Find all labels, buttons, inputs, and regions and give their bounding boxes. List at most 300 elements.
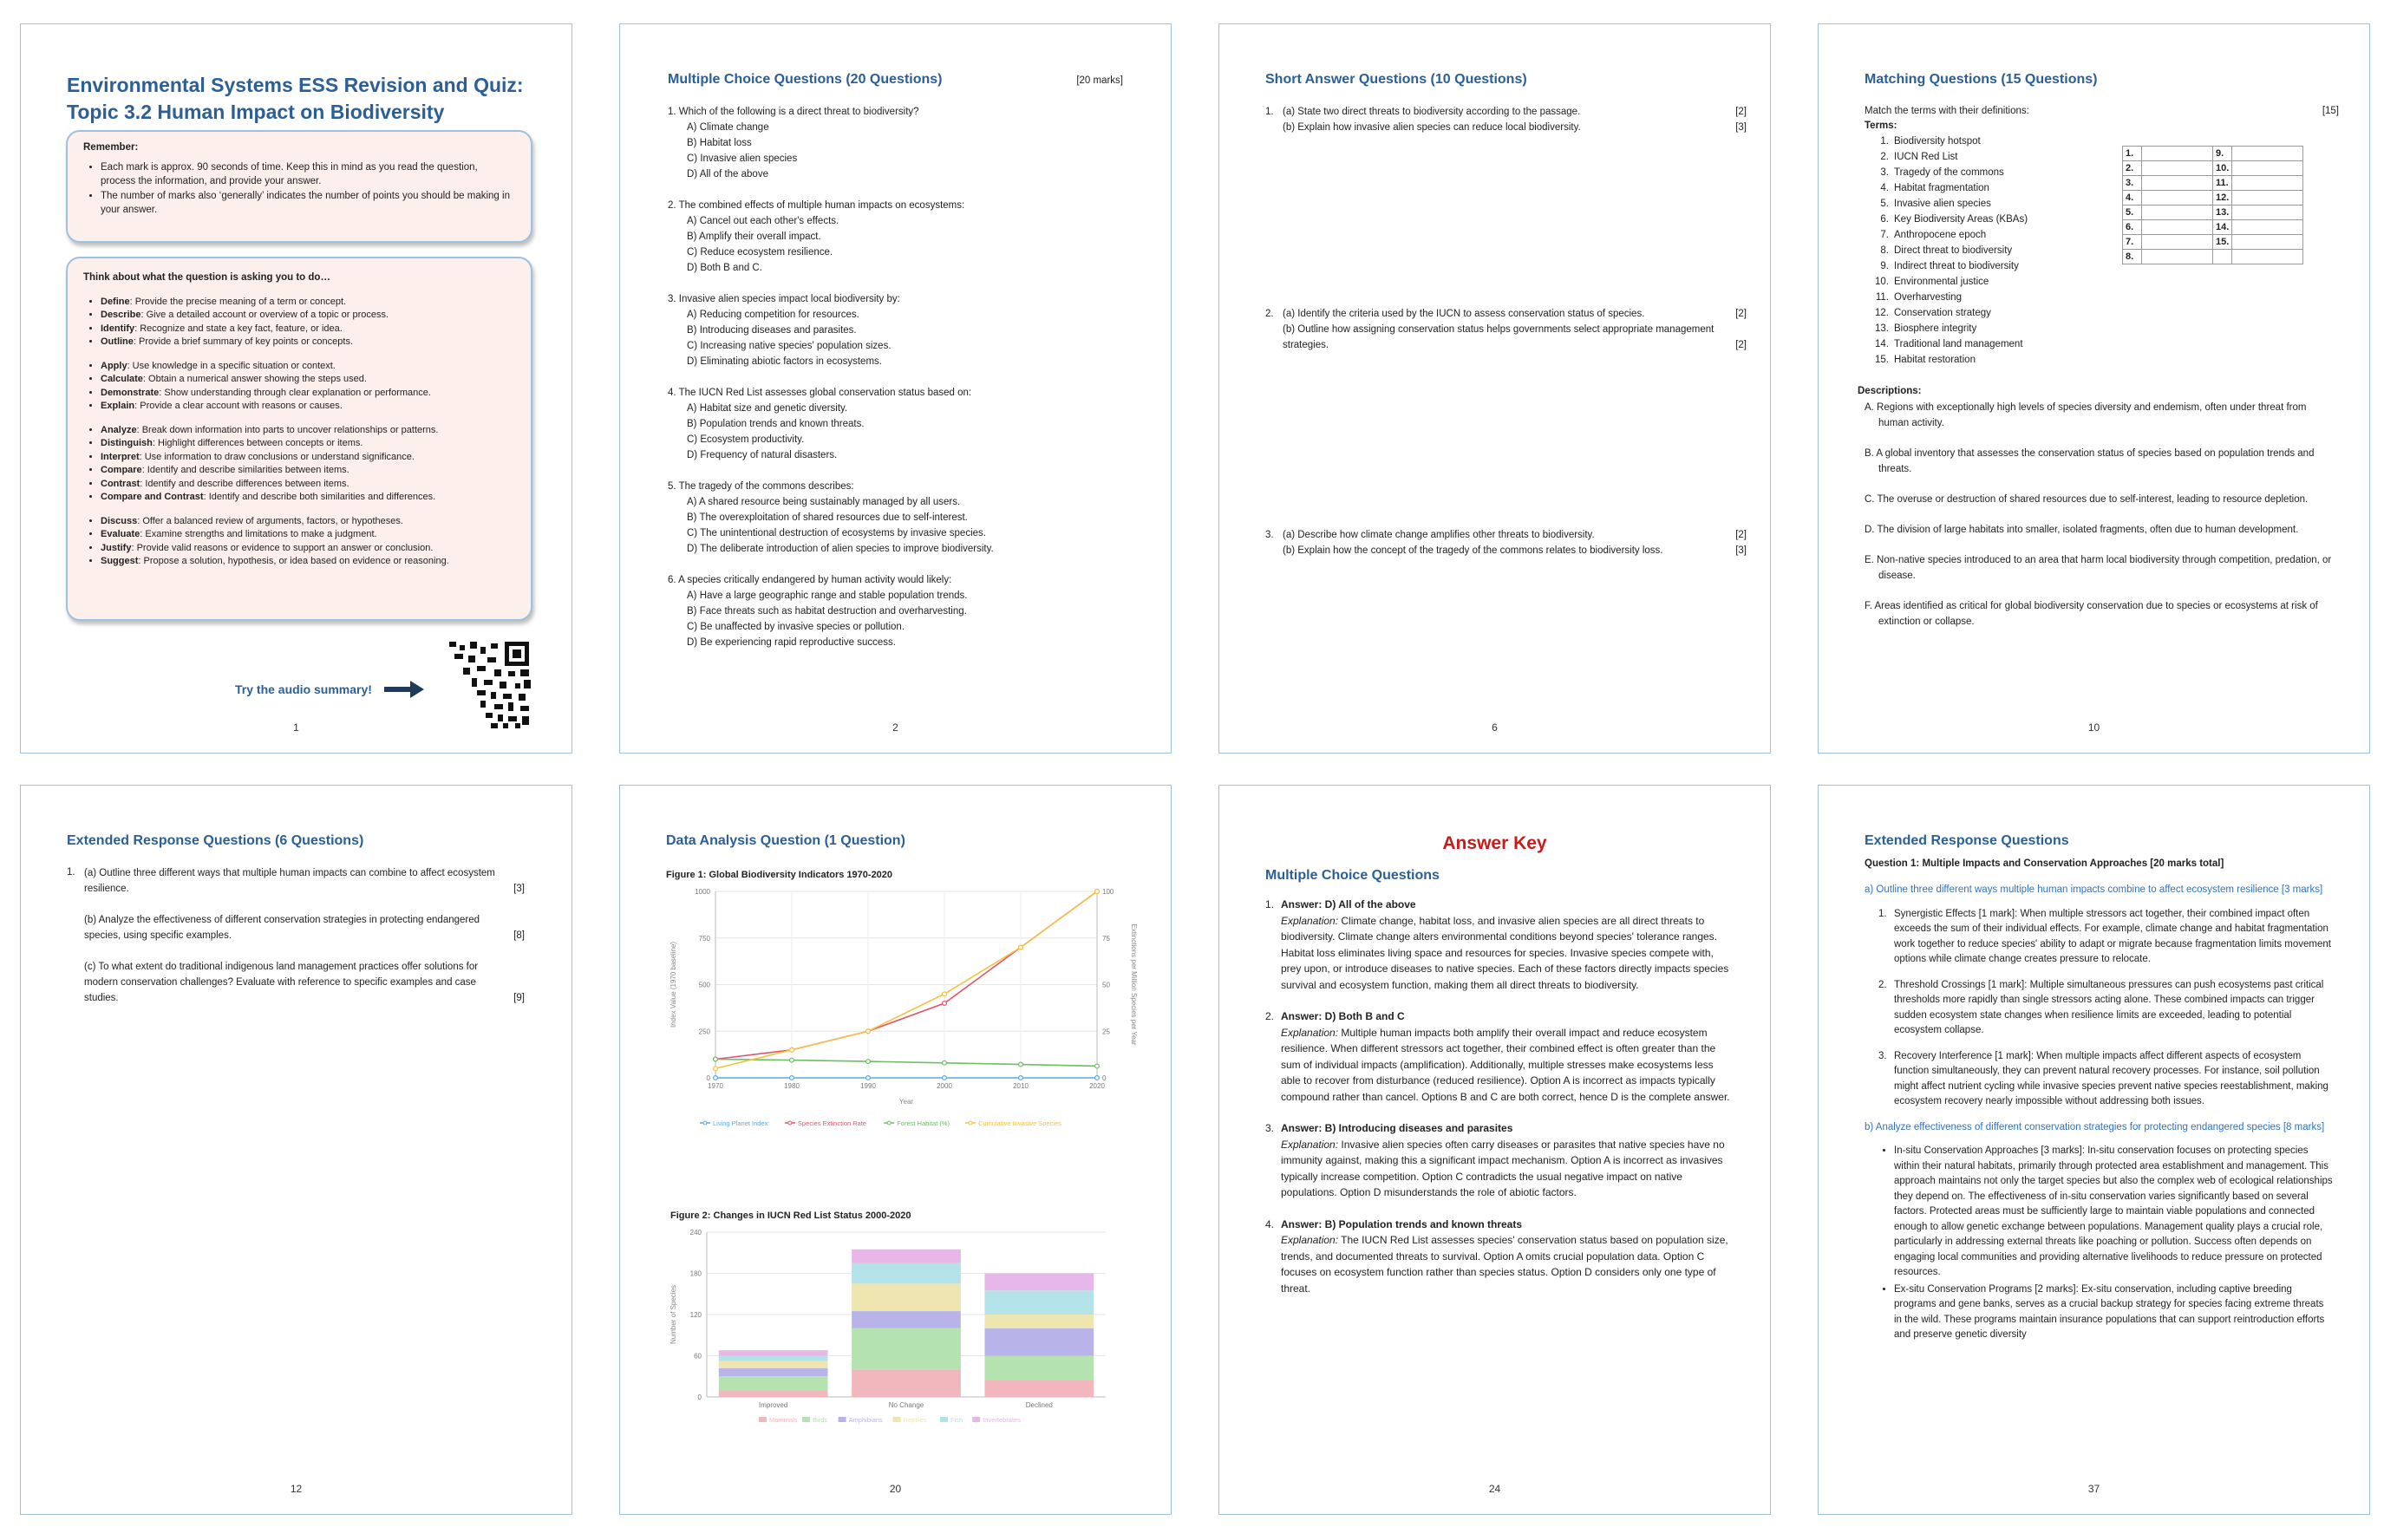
part-a bbox=[1283, 306, 1747, 322]
explanation-text: Invasive alien species often carry diseases or parasites that native species have no immunity against, making this a significant impact mechanism. Option A is incorrect as invasives typically increase competition. Option C contradicts the usual negative impact on native populations. Option D misunderstands the role of abiotic factors. bbox=[1281, 1138, 1725, 1198]
description-item: A. Regions with exceptionally high levels of species diversity and endemism, often under threat from human activity. bbox=[1865, 402, 2307, 428]
y-tick-label: 180 bbox=[689, 1269, 702, 1278]
remember-box bbox=[66, 130, 532, 243]
mcq-option[interactable]: B) Population trends and known threats. bbox=[687, 419, 865, 429]
legend-entry bbox=[839, 1416, 883, 1424]
bar-segment bbox=[984, 1380, 1094, 1397]
short-answer-question bbox=[1265, 306, 1747, 353]
part-b-points bbox=[1865, 1144, 2333, 1343]
point-heading: Threshold Crossings [1 mark] bbox=[1894, 979, 2025, 990]
data-point bbox=[790, 1047, 794, 1052]
answer-heading: Answer: B) Introducing diseases and parasites bbox=[1281, 1122, 1513, 1134]
section-title: Short Answer Questions (10 Questions) bbox=[1265, 72, 1527, 87]
part-a-text: (a) Describe how climate change amplifies other threats to biodiversity. bbox=[1283, 530, 1595, 540]
answer-item bbox=[1265, 897, 1734, 993]
page-20 bbox=[619, 785, 1172, 1515]
answer-cell[interactable] bbox=[2142, 176, 2213, 191]
command-term-definition: : Provide a clear account with reasons or causes. bbox=[134, 401, 343, 411]
description-list bbox=[1865, 400, 2337, 644]
legend-swatch bbox=[759, 1417, 767, 1422]
point-heading: Synergistic Effects [1 mark] bbox=[1894, 908, 2015, 919]
command-term-word: Evaluate bbox=[101, 529, 140, 539]
bar-segment bbox=[852, 1328, 961, 1370]
page-1 bbox=[20, 23, 572, 754]
command-term-definition: : Provide valid reasons or evidence to support an answer or conclusion. bbox=[131, 542, 434, 553]
y-tick-label: 500 bbox=[698, 981, 710, 989]
mcq-option[interactable]: B) Introducing diseases and parasites. bbox=[687, 325, 857, 336]
data-point bbox=[943, 992, 947, 996]
description-item: F. Areas identified as critical for global biodiversity conservation due to species or ecosystems at risk of extinction or collapse. bbox=[1865, 601, 2318, 627]
answer-cell[interactable] bbox=[2232, 176, 2303, 191]
command-term-word: Suggest bbox=[101, 556, 139, 566]
question-number: 3. bbox=[1265, 530, 1274, 540]
command-term-definition: : Identify and describe similarities between items. bbox=[141, 465, 349, 475]
legend-label: Living Planet Index bbox=[713, 1119, 768, 1127]
mcq-option[interactable]: B) Amplify their overall impact. bbox=[687, 232, 821, 242]
question-heading: Question 1: Multiple Impacts and Conservation Approaches [20 marks total] bbox=[1865, 858, 2224, 869]
mcq-option[interactable]: C) Be unaffected by invasive species or pollution. bbox=[687, 622, 905, 632]
command-term bbox=[101, 387, 515, 401]
answer-explanation bbox=[1281, 913, 1734, 994]
command-term-group bbox=[83, 360, 515, 414]
data-point bbox=[714, 1067, 718, 1071]
part-a-text: (a) Identify the criteria used by the IUCN to assess conservation status of species. bbox=[1283, 309, 1645, 319]
mcq-stem: 5. The tragedy of the commons describes: bbox=[668, 481, 854, 492]
answer-cell[interactable] bbox=[2232, 250, 2303, 264]
legend-label: Fish bbox=[950, 1416, 963, 1424]
term-number: 7. bbox=[1880, 230, 1889, 240]
mcq-option[interactable]: C) Invasive alien species bbox=[687, 153, 798, 164]
mcq-stem: 4. The IUCN Red List assesses global conservation status based on: bbox=[668, 388, 972, 398]
answer-cell[interactable] bbox=[2142, 161, 2213, 176]
x-tick-label: No Change bbox=[888, 1401, 924, 1409]
mcq-question bbox=[668, 385, 1127, 463]
section-title: Matching Questions (15 Questions) bbox=[1865, 72, 2098, 87]
command-term bbox=[101, 542, 515, 556]
command-term-definition: : Obtain a numerical answer showing the steps used. bbox=[142, 374, 367, 384]
point-text: : In-situ conservation focuses on protecting species within their natural habitats, primarily through protected area establishment and management. This approach maintains not only the target species but also the complex web of ecological relationships they depend on. The effectiveness of in-situ conservation varies significantly based on several factors. Protected areas must be sufficiently large to maintain viable populations and connected enough to allow genetic exchange between populations. Management quality plays a crucial role, particularly in addressing external threats like poaching or pollution. Success often depends on engaging local communities and providing alternative livelihoods to reduce pressure on protected resources. bbox=[1894, 1145, 2333, 1277]
command-term-word: Interpret bbox=[101, 451, 140, 462]
legend-swatch bbox=[839, 1417, 846, 1422]
data-point bbox=[943, 1076, 947, 1080]
answer-cell[interactable] bbox=[2232, 206, 2303, 220]
answer-cell[interactable] bbox=[2232, 191, 2303, 206]
page-24 bbox=[1218, 785, 1771, 1515]
part-a-points bbox=[1865, 907, 2333, 1110]
command-term-definition: : Use knowledge in a specific situation or context. bbox=[127, 360, 336, 371]
mcq-option[interactable]: A) Habitat size and genetic diversity. bbox=[687, 403, 848, 414]
grid-number: 9. bbox=[2213, 147, 2232, 161]
data-point bbox=[1095, 1076, 1100, 1080]
y2-tick-label: 0 bbox=[1102, 1074, 1107, 1082]
grid-number: 13. bbox=[2213, 206, 2232, 220]
part-b-marks: [2] bbox=[1735, 340, 1747, 350]
term-item bbox=[1865, 258, 2142, 274]
part-b-marks: [3] bbox=[1735, 545, 1747, 556]
command-term-word: Demonstrate bbox=[101, 387, 160, 398]
answer-cell[interactable] bbox=[2142, 147, 2213, 161]
command-term-word: Compare and Contrast bbox=[101, 492, 204, 502]
grid-row bbox=[2123, 250, 2303, 264]
grid-number: 6. bbox=[2123, 220, 2142, 235]
term-item bbox=[1865, 180, 2142, 196]
answer-cell[interactable] bbox=[2142, 235, 2213, 250]
data-point bbox=[943, 1060, 947, 1065]
term-number: 3. bbox=[1880, 167, 1889, 178]
short-answer-question bbox=[1265, 527, 1747, 558]
mcq-option[interactable]: D) Frequency of natural disasters. bbox=[687, 450, 838, 460]
legend-entry bbox=[700, 1119, 768, 1127]
command-term-group bbox=[83, 424, 515, 505]
command-term-word: Outline bbox=[101, 336, 134, 347]
command-term bbox=[101, 515, 515, 529]
answer-number: 4. bbox=[1265, 1217, 1275, 1230]
command-term-word: Discuss bbox=[101, 515, 138, 526]
answer-cell[interactable] bbox=[2142, 206, 2213, 220]
answer-cell[interactable] bbox=[2232, 220, 2303, 235]
mcq-option[interactable]: D) Eliminating abiotic factors in ecosystems. bbox=[687, 356, 882, 367]
question-number: 1. bbox=[1265, 107, 1274, 117]
command-term-word: Contrast bbox=[101, 478, 140, 489]
point-text: : Multiple simultaneous pressures can push ecosystems past critical thresholds more rapidly than single stressors acting alone. These combined impacts can trigger sudden ecosystem state changes when resilience limits are exceeded, leading to potential ecosystem collapse. bbox=[1894, 979, 2324, 1035]
question-part bbox=[84, 912, 525, 943]
grid-number: 7. bbox=[2123, 235, 2142, 250]
part-text: (c) To what extent do traditional indigenous land management practices offer solutions for modern conservation challenges? Evaluate with reference to specific examples and case studies. bbox=[84, 962, 479, 1003]
question-part bbox=[84, 865, 525, 897]
bar-segment bbox=[719, 1368, 828, 1377]
question-body bbox=[1283, 527, 1747, 558]
series-line bbox=[715, 891, 1097, 1068]
mcq-stem: 3. Invasive alien species impact local biodiversity by: bbox=[668, 294, 900, 304]
answer-explanation bbox=[1281, 1232, 1734, 1296]
mcq-stem: 6. A species critically endangered by human activity would likely: bbox=[668, 575, 952, 585]
point-heading: Ex-situ Conservation Programs [2 marks] bbox=[1894, 1283, 2076, 1295]
answer-list bbox=[1265, 897, 1734, 1312]
answer-cell[interactable] bbox=[2142, 250, 2213, 264]
command-term-definition: : Give a detailed account or overview of a topic or process. bbox=[140, 310, 389, 320]
part-marks: [9] bbox=[513, 993, 525, 1003]
grid-row bbox=[2123, 220, 2303, 235]
term-item bbox=[1865, 352, 2142, 368]
description-item: D. The division of large habitats into smaller, isolated fragments, often due to human development. bbox=[1865, 525, 2299, 535]
mcq-option[interactable]: B) Habitat loss bbox=[687, 138, 752, 148]
y-tick-label: 750 bbox=[698, 934, 710, 943]
grid-number: 10. bbox=[2213, 161, 2232, 176]
command-term bbox=[101, 400, 515, 414]
answer-item bbox=[1265, 1008, 1734, 1105]
audio-link[interactable] bbox=[235, 681, 426, 698]
mcq-option[interactable]: A) Have a large geographic range and stable population trends. bbox=[687, 591, 968, 601]
answer-item bbox=[1265, 1120, 1734, 1201]
term-number: 8. bbox=[1880, 245, 1889, 256]
point-number: 1. bbox=[1878, 908, 1887, 919]
term-text: Conservation strategy bbox=[1894, 308, 1991, 318]
bar-segment bbox=[852, 1283, 961, 1311]
command-term bbox=[101, 555, 515, 569]
term-text: Habitat fragmentation bbox=[1894, 183, 1989, 193]
term-number: 4. bbox=[1880, 183, 1889, 193]
command-term-word: Apply bbox=[101, 360, 127, 371]
command-term-definition: : Offer a balanced review of arguments, factors, or hypotheses. bbox=[137, 515, 403, 526]
point-number: 2. bbox=[1878, 979, 1887, 990]
page-title: Environmental Systems ESS Revision and Quiz: Topic 3.2 Human Impact on Biodiversity bbox=[67, 74, 524, 123]
term-number: 10. bbox=[1875, 277, 1889, 287]
red-list-bar-chart bbox=[663, 1224, 1149, 1432]
page-number: 24 bbox=[1488, 1483, 1501, 1495]
point-text: : When multiple stressors act together, their combined impact often exceeds the sum of their individual effects. For example, climate change and habitat fragmentation work together to reduce species' ability to adapt or migrate because fragmentation limits movement options while climate change creates pressure to relocate. bbox=[1894, 908, 2331, 964]
page-2 bbox=[619, 23, 1172, 754]
command-term-word: Identify bbox=[101, 323, 135, 334]
y-tick-label: 250 bbox=[698, 1028, 710, 1036]
model-answer bbox=[1865, 874, 2333, 1345]
question-part bbox=[84, 959, 525, 1006]
page-number: 2 bbox=[892, 721, 898, 734]
page-number: 10 bbox=[2087, 721, 2100, 734]
qr-code-icon[interactable] bbox=[446, 638, 534, 730]
page-number: 6 bbox=[1492, 721, 1498, 734]
page-12 bbox=[20, 785, 572, 1515]
term-number: 15. bbox=[1875, 355, 1889, 365]
x-tick-label: 2020 bbox=[1089, 1082, 1105, 1090]
mcq-option[interactable]: C) The unintentional destruction of ecosystems by invasive species. bbox=[687, 528, 986, 538]
term-number: 2. bbox=[1880, 152, 1889, 162]
term-item bbox=[1865, 305, 2142, 321]
part-text: (b) Analyze the effectiveness of different conservation strategies in protecting endangered species, using specific examples. bbox=[84, 915, 480, 941]
command-term-group bbox=[83, 515, 515, 569]
y-tick-label: 1000 bbox=[695, 888, 710, 896]
answer-point bbox=[1865, 978, 2333, 1039]
term-number: 12. bbox=[1875, 308, 1889, 318]
y2-tick-label: 100 bbox=[1102, 888, 1114, 896]
explanation-text: Climate change, habitat loss, and invasive alien species are all direct threats to biodiversity. Climate change alters environmental conditions beyond species' tolerance ranges. Habitat loss eliminates living space and resources for species. Invasive species compete with, prey upon, or introduce diseases to native species. Each of these factors directly impacts species survival and ecosystem function, making them all direct threats to biodiversity. bbox=[1281, 914, 1729, 991]
command-term bbox=[101, 336, 515, 349]
description-item: C. The overuse or destruction of shared resources due to self-interest, leading to resource depletion. bbox=[1865, 494, 2309, 505]
mcq-option[interactable]: A) Reducing competition for resources. bbox=[687, 310, 859, 320]
command-term-definition: : Highlight differences between concepts or items. bbox=[152, 438, 363, 448]
legend-entry bbox=[802, 1416, 827, 1424]
legend-swatch bbox=[802, 1417, 810, 1422]
data-point bbox=[1095, 890, 1100, 894]
term-item bbox=[1865, 321, 2142, 336]
x-tick-label: 1980 bbox=[784, 1082, 800, 1090]
data-point bbox=[714, 1076, 718, 1080]
legend-entry bbox=[940, 1416, 963, 1424]
legend-swatch bbox=[940, 1417, 948, 1422]
answer-cell[interactable] bbox=[2142, 220, 2213, 235]
part-text: (a) Outline three different ways that multiple human impacts can combine to affect ecosystem resilience. bbox=[84, 868, 495, 894]
part-b-text: (b) Outline how assigning conservation status helps governments select appropriate management strategies. bbox=[1283, 324, 1714, 350]
mcq-option[interactable]: C) Increasing native species' population sizes. bbox=[687, 341, 892, 351]
command-term bbox=[101, 491, 515, 505]
y-tick-label: 60 bbox=[694, 1352, 702, 1361]
legend-label: Amphibians bbox=[848, 1416, 883, 1424]
mcq-option[interactable]: D) The deliberate introduction of alien species to improve biodiversity. bbox=[687, 544, 994, 554]
legend-entry bbox=[884, 1119, 950, 1127]
figure-1-title: Figure 1: Global Biodiversity Indicators 1970-2020 bbox=[666, 870, 893, 880]
data-point bbox=[790, 1076, 794, 1080]
command-term-word: Define bbox=[101, 296, 130, 307]
point-heading: In-situ Conservation Approaches [3 marks] bbox=[1894, 1145, 2082, 1156]
term-text: Traditional land management bbox=[1894, 339, 2023, 349]
explanation-label: Explanation: bbox=[1281, 1138, 1339, 1151]
y-axis-label: Index Value (1970 baseline) bbox=[669, 941, 677, 1028]
term-number: 14. bbox=[1875, 339, 1889, 349]
x-tick-label: 2000 bbox=[937, 1082, 952, 1090]
grid-number: 14. bbox=[2213, 220, 2232, 235]
mcq-option[interactable]: B) Face threats such as habitat destruction and overharvesting. bbox=[687, 606, 967, 617]
part-a-marks: [2] bbox=[1735, 530, 1747, 540]
legend-label: Forest Habitat (%) bbox=[897, 1119, 950, 1127]
data-point bbox=[1095, 1064, 1100, 1068]
section-title: Extended Response Questions (6 Questions) bbox=[67, 833, 364, 848]
remember-heading: Remember: bbox=[83, 142, 139, 153]
term-number: 13. bbox=[1875, 323, 1889, 334]
command-term bbox=[101, 373, 515, 387]
term-text: Direct threat to biodiversity bbox=[1894, 245, 2013, 256]
answer-item bbox=[1265, 1217, 1734, 1297]
y2-tick-label: 75 bbox=[1102, 934, 1110, 943]
answer-key-title: Answer Key bbox=[1442, 833, 1547, 853]
grid-number: 3. bbox=[2123, 176, 2142, 191]
part-a-marks: [2] bbox=[1735, 107, 1747, 117]
page-37 bbox=[1818, 785, 2370, 1515]
mcq-stem: 1. Which of the following is a direct threat to biodiversity? bbox=[668, 107, 919, 117]
term-number: 5. bbox=[1880, 199, 1889, 209]
answer-number: 1. bbox=[1265, 898, 1275, 910]
data-point bbox=[943, 1002, 947, 1006]
legend-marker bbox=[788, 1121, 792, 1125]
mcq-question bbox=[668, 479, 1127, 557]
mcq-option[interactable]: C) Ecosystem productivity. bbox=[687, 434, 805, 445]
grid-number: 8. bbox=[2123, 250, 2142, 264]
matching-marks: [15] bbox=[2322, 106, 2339, 116]
answer-number: 3. bbox=[1265, 1122, 1275, 1134]
data-point bbox=[790, 1058, 794, 1062]
command-term bbox=[101, 464, 515, 478]
grid-number bbox=[2213, 250, 2232, 264]
mcq-question bbox=[668, 572, 1127, 650]
remember-item: • Each mark is approx. 90 seconds of time. Keep this in mind as you read the question, process the information, and provide your answer. bbox=[101, 160, 515, 189]
command-term-word: Explain bbox=[101, 401, 135, 411]
mcq-option[interactable]: A) A shared resource being sustainably managed by all users. bbox=[687, 497, 961, 507]
grid-number: 12. bbox=[2213, 191, 2232, 206]
command-term-definition: : Identify and describe differences between items. bbox=[140, 478, 349, 489]
part-a bbox=[1283, 104, 1747, 120]
grid-row bbox=[2123, 161, 2303, 176]
command-terms bbox=[83, 296, 515, 569]
term-text: Indirect threat to biodiversity bbox=[1894, 261, 2019, 271]
section-marks: [20 marks] bbox=[1076, 75, 1123, 86]
data-point bbox=[1019, 945, 1023, 949]
command-term-definition: : Identify and describe both similarities and differences. bbox=[203, 492, 436, 502]
x-tick-label: Improved bbox=[758, 1401, 788, 1409]
grid-row bbox=[2123, 191, 2303, 206]
answer-cell[interactable] bbox=[2232, 147, 2303, 161]
legend-entry bbox=[759, 1416, 798, 1424]
mcq-stem: 2. The combined effects of multiple human impacts on ecosystems: bbox=[668, 200, 965, 211]
mcq-option[interactable]: A) Climate change bbox=[687, 122, 769, 133]
answer-grid bbox=[2122, 146, 2303, 264]
legend-entry bbox=[893, 1416, 927, 1424]
command-term bbox=[101, 437, 515, 451]
explanation-label: Explanation: bbox=[1281, 1234, 1339, 1246]
legend-swatch bbox=[893, 1417, 901, 1422]
short-answer-question bbox=[1265, 104, 1747, 135]
answer-cell[interactable] bbox=[2142, 191, 2213, 206]
extended-question-parts bbox=[84, 865, 525, 1021]
command-term bbox=[101, 424, 515, 438]
answer-cell[interactable] bbox=[2232, 235, 2303, 250]
command-term-word: Justify bbox=[101, 542, 132, 553]
part-b bbox=[1283, 120, 1747, 135]
term-number: 11. bbox=[1875, 292, 1889, 303]
answer-explanation bbox=[1281, 1137, 1734, 1201]
section-title: Multiple Choice Questions (20 Questions) bbox=[668, 72, 943, 87]
legend-label: Reptiles bbox=[903, 1416, 927, 1424]
legend-marker bbox=[703, 1121, 707, 1125]
term-text: Biosphere integrity bbox=[1894, 323, 1977, 334]
descriptions-heading: Descriptions: bbox=[1858, 386, 1922, 396]
mcq-question bbox=[668, 291, 1127, 369]
mcq-option[interactable]: D) All of the above bbox=[687, 169, 768, 179]
command-term bbox=[101, 478, 515, 492]
term-number: 1. bbox=[1880, 136, 1889, 147]
y2-axis-label: Extinctions per Million Species per Year bbox=[1130, 923, 1138, 1046]
explanation-label: Explanation: bbox=[1281, 914, 1339, 927]
y-tick-label: 0 bbox=[697, 1393, 702, 1401]
description-item: E. Non-native species introduced to an area that harm local biodiversity through competition, predation, or disease. bbox=[1865, 555, 2332, 581]
mcq-option[interactable]: D) Be experiencing rapid reproductive success. bbox=[687, 637, 896, 648]
answer-heading: Answer: B) Population trends and known threats bbox=[1281, 1217, 1523, 1230]
bar-segment bbox=[719, 1356, 828, 1361]
command-term bbox=[101, 323, 515, 336]
command-term bbox=[101, 451, 515, 465]
command-term bbox=[101, 528, 515, 542]
command-term-definition: : Show understanding through clear explanation or performance. bbox=[159, 387, 431, 398]
answer-cell[interactable] bbox=[2232, 161, 2303, 176]
command-term-word: Compare bbox=[101, 465, 142, 475]
grid-row bbox=[2123, 176, 2303, 191]
x-axis-label: Year bbox=[898, 1098, 914, 1106]
term-text: Habitat restoration bbox=[1894, 355, 1976, 365]
data-point bbox=[1019, 1076, 1023, 1080]
mcq-question bbox=[668, 104, 1127, 182]
grid-number: 1. bbox=[2123, 147, 2142, 161]
y-tick-label: 120 bbox=[689, 1311, 702, 1319]
grid-number: 4. bbox=[2123, 191, 2142, 206]
mcq-question bbox=[668, 198, 1127, 276]
y-tick-label: 0 bbox=[706, 1074, 710, 1082]
mcq-option[interactable]: D) Both B and C. bbox=[687, 263, 762, 273]
command-term bbox=[101, 360, 515, 374]
part-b-heading: b) Analyze effectiveness of different conservation strategies for protecting endangered species [8 marks] bbox=[1865, 1121, 2325, 1132]
matching-instruction: Match the terms with their definitions: bbox=[1865, 106, 2029, 116]
mcq-option[interactable]: C) Reduce ecosystem resilience. bbox=[687, 247, 833, 258]
mcq-option[interactable]: B) The overexploitation of shared resources due to self-interest. bbox=[687, 512, 968, 523]
y-axis-label: Number of Species bbox=[669, 1284, 677, 1345]
term-number: 6. bbox=[1880, 214, 1889, 225]
y2-tick-label: 25 bbox=[1102, 1028, 1110, 1036]
term-text: Anthropocene epoch bbox=[1894, 230, 1987, 240]
mcq-option[interactable]: A) Cancel out each other's effects. bbox=[687, 216, 839, 226]
point-text: : Ex-situ conservation, including captive breeding programs and gene banks, serves as a crucial backup strategy for species facing extreme threats in the wild. These programs maintain insurance populations that can support reintroduction efforts and preserve genetic diversity bbox=[1894, 1283, 2325, 1340]
term-item bbox=[1865, 149, 2142, 165]
command-term-word: Calculate bbox=[101, 374, 143, 384]
command-term-word: Describe bbox=[101, 310, 141, 320]
part-a bbox=[1283, 527, 1747, 543]
term-item bbox=[1865, 243, 2142, 258]
command-term-word: Distinguish bbox=[101, 438, 153, 448]
